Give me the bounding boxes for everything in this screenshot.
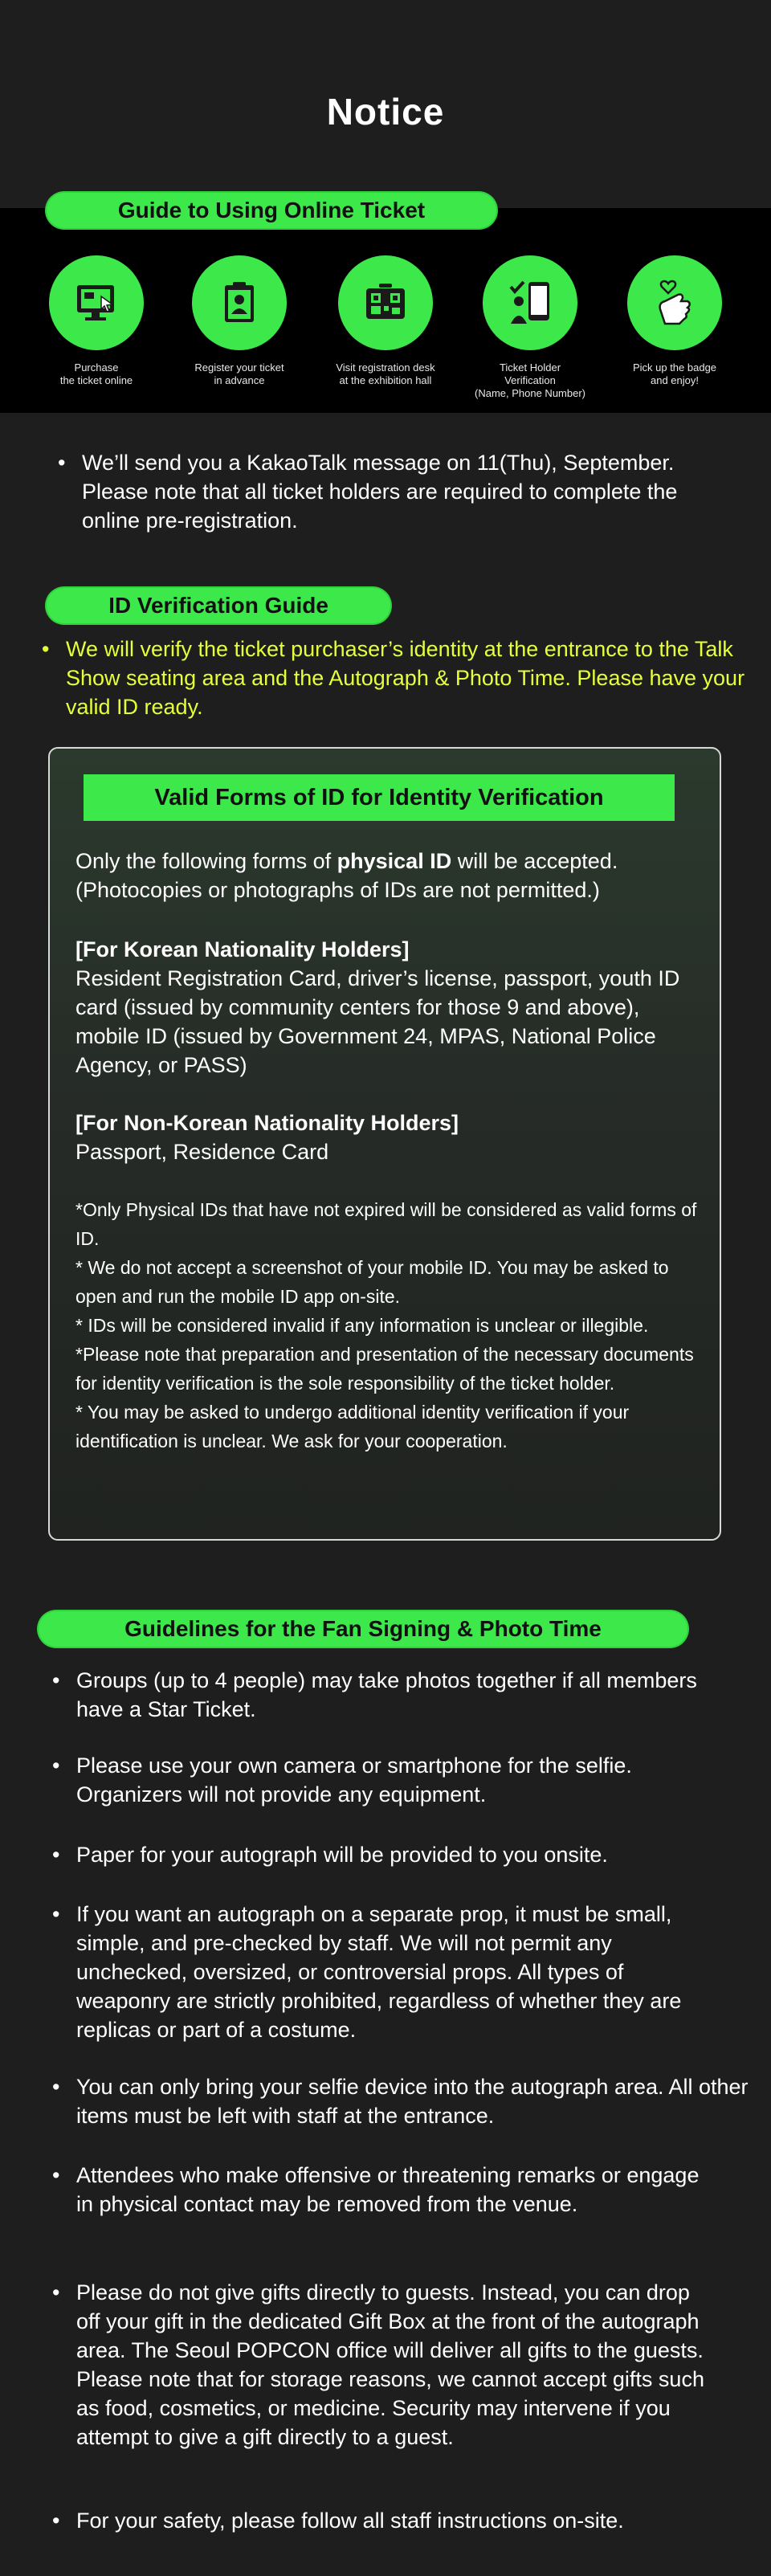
step-purchase (20, 255, 173, 387)
id-note: * IDs will be considered invalid if any information is unclear or illegible. (75, 1315, 649, 1336)
ticket-steps (0, 255, 771, 408)
id-verification-notice: • We will verify the ticket purchaser’s identity at the entrance to the Talk Show seating area and the Autograph & Photo Time. Please have your valid ID ready. (42, 635, 749, 721)
valid-id-card (48, 747, 721, 1541)
page-title: Notice (326, 91, 445, 133)
id-note: * You may be asked to undergo additional identity verification if your identification is unclear. We ask for your cooperation. (75, 1402, 630, 1451)
step-label: Register your ticket in advance (194, 361, 284, 386)
guideline-item: • For your safety, please follow all staff instructions on-site. (52, 2506, 759, 2535)
korean-id-list: Resident Registration Card, driver’s license, passport, youth ID card (issued by community centers for those 9 and above), mobile ID (issued by Government 24, MPAS, National Police Agency, or PASS) (75, 966, 680, 1077)
step-label: Ticket Holder Verification (Name, Phone Number) (475, 361, 585, 399)
id-notes (75, 1195, 702, 1455)
phone-check-icon (483, 255, 577, 350)
guideline-item: • Please do not give gifts directly to guests. Instead, you can drop off your gift in the dedicated Gift Box at the front of the autograph area. The Seoul POPCON office will deliver all gifts to the guests. Please note that for storage reasons, we cannot accept gifts such as food, cosmetics, or medicine. Security may intervene if you attempt to give a gift directly to a guest. (52, 2278, 719, 2451)
id-verification-heading: ID Verification Guide (47, 588, 390, 623)
guidelines-heading: Guidelines for the Fan Signing & Photo Time (39, 1611, 687, 1647)
id-note: * We do not accept a screenshot of your mobile ID. You may be asked to open and run the mobile ID app on-site. (75, 1257, 669, 1307)
clipboard-user-icon (192, 255, 287, 350)
step-visit-desk (309, 255, 462, 387)
step-register (163, 255, 316, 387)
guideline-item: • If you want an autograph on a separate prop, it must be small, simple, and pre-checked by staff. We will not permit any unchecked, oversized, or controversial props. All types of weaponry are strictly prohibited, regardless of whether they are replicas or part of a costume. (52, 1900, 719, 2044)
step-verification (454, 255, 606, 400)
step-label: Pick up the badge and enjoy! (632, 361, 717, 386)
non-korean-id-list: Passport, Residence Card (75, 1140, 329, 1164)
monitor-cursor-icon (49, 255, 144, 350)
valid-id-intro: Only the following forms of physical ID will be accepted. (Photocopies or photographs of IDs are not permitted.) (75, 849, 618, 902)
korean-heading: [For Korean Nationality Holders] (75, 937, 410, 961)
guideline-item: • Please use your own camera or smartphone for the selfie. Organizers will not provide any equipment. (52, 1751, 743, 1809)
guideline-item: • Groups (up to 4 people) may take photos together if all members have a Star Ticket. (52, 1666, 719, 1724)
step-badge (598, 255, 751, 387)
guideline-item: • You can only bring your selfie device into the autograph area. All other items must be left with staff at the entrance. (52, 2072, 751, 2130)
finger-heart-icon (627, 255, 722, 350)
guideline-item: • Paper for your autograph will be provided to you onsite. (52, 1840, 743, 1869)
step-label: Purchase the ticket online (59, 361, 133, 386)
id-note: *Please note that preparation and presentation of the necessary documents for identity verification is the sole responsibility of the ticket holder. (75, 1344, 694, 1394)
valid-id-heading: Valid Forms of ID for Identity Verification (84, 774, 675, 821)
qr-scan-icon (338, 255, 433, 350)
online-ticket-notice: • We’ll send you a KakaoTalk message on 11(Thu), September. Please note that all ticket holders are required to complete the online pre-registration. (58, 448, 732, 535)
step-label: Visit registration desk at the exhibition hall (336, 361, 435, 386)
id-note: *Only Physical IDs that have not expired will be considered as valid forms of ID. (75, 1199, 697, 1249)
guideline-item: • Attendees who make offensive or threatening remarks or engage in physical contact may be removed from the venue. (52, 2161, 719, 2219)
non-korean-heading: [For Non-Korean Nationality Holders] (75, 1111, 459, 1135)
online-ticket-heading: Guide to Using Online Ticket (47, 193, 496, 228)
